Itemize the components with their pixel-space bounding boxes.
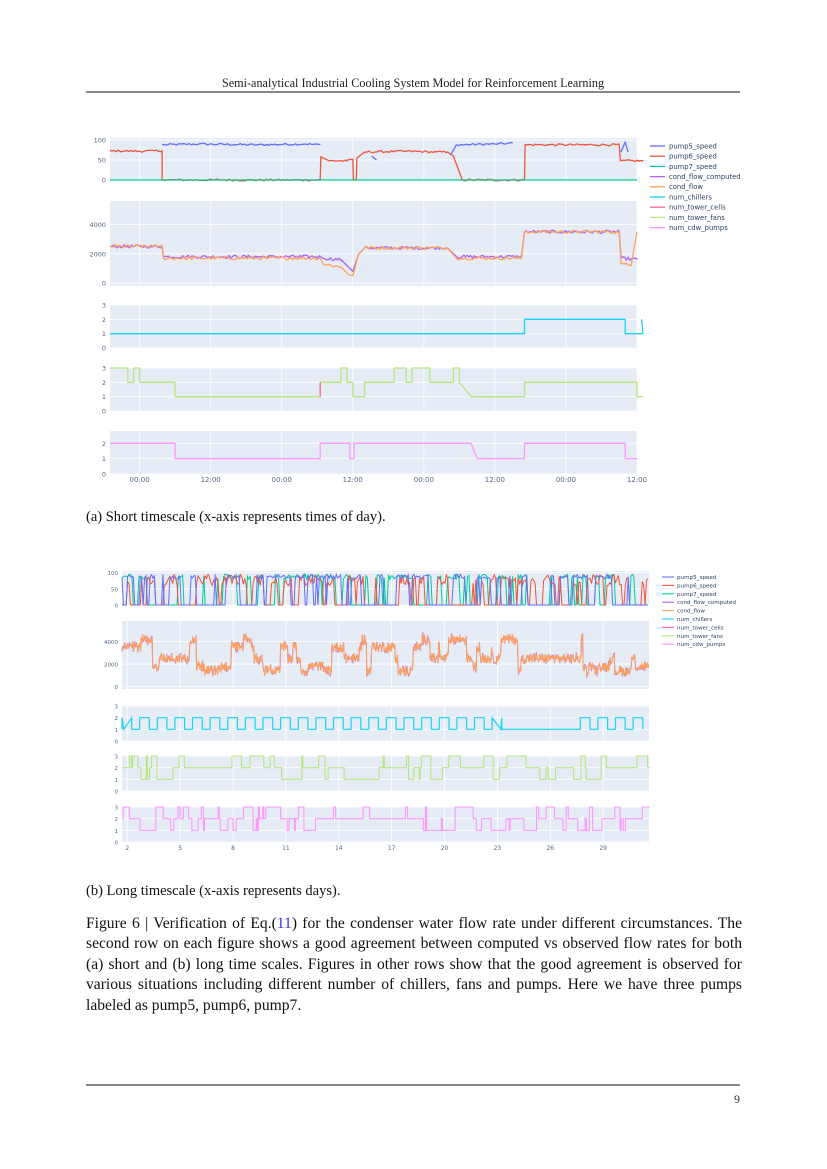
y-tick-label: 3 bbox=[114, 704, 118, 711]
y-tick-label: 0 bbox=[101, 344, 106, 353]
legend-item-cond_flow[interactable]: cond_flow bbox=[677, 608, 705, 615]
y-tick-label: 2 bbox=[114, 817, 118, 824]
x-tick-label: 00:00 bbox=[413, 476, 434, 484]
legend-item-num_chillers[interactable]: num_chillers bbox=[677, 617, 713, 623]
footer-rule bbox=[86, 1084, 740, 1086]
x-tick-label: 8 bbox=[231, 845, 235, 852]
caption-body: ) for the condenser water flow rate under different circumstances. The second row on each figure shows a good agreement between computed vs observed flow rates for both (a) short and (b) long time scales. Figures in other rows show that the good agreement is observed for various situations including different number of chillers, fans and pumps. Here we have three pumps labeled as pump5, pump6, pump7. bbox=[86, 915, 742, 1014]
legend-item-cond_flow[interactable]: cond_flow bbox=[669, 183, 703, 192]
y-tick-label: 50 bbox=[97, 156, 106, 165]
legend-item-num_chillers[interactable]: num_chillers bbox=[669, 193, 712, 202]
page-number: 9 bbox=[734, 1092, 740, 1106]
y-tick-label: 0 bbox=[101, 176, 106, 185]
y-tick-label: 0 bbox=[101, 407, 106, 416]
legend-item-pump6_speed[interactable]: pump6_speed bbox=[677, 583, 717, 590]
x-tick-label: 14 bbox=[334, 845, 343, 852]
legend-item-num_tower_cells[interactable]: num_tower_cells bbox=[677, 625, 724, 632]
y-tick-label: 2 bbox=[101, 439, 106, 448]
x-tick-label: 11 bbox=[282, 845, 290, 852]
y-tick-label: 100 bbox=[93, 136, 106, 145]
y-tick-label: 2 bbox=[114, 766, 118, 773]
x-tick-label: 23 bbox=[493, 845, 502, 852]
y-tick-label: 0 bbox=[114, 739, 118, 746]
y-tick-label: 1 bbox=[101, 330, 106, 339]
running-header: Semi-analytical Industrial Cooling System Model for Reinforcement Learning bbox=[221, 76, 605, 90]
y-tick-label: 1 bbox=[114, 828, 118, 835]
y-tick-label: 2 bbox=[101, 315, 106, 324]
caption-prefix: Figure 6 | Verification of Eq.( bbox=[86, 915, 277, 932]
x-tick-label: 12:00 bbox=[342, 476, 363, 484]
legend-item-pump7_speed[interactable]: pump7_speed bbox=[669, 162, 717, 171]
y-tick-label: 2 bbox=[114, 716, 118, 723]
y-tick-label: 3 bbox=[101, 364, 106, 373]
y-tick-label: 0 bbox=[101, 279, 106, 288]
legend-item-num_cdw_pumps[interactable]: num_cdw_pumps bbox=[677, 642, 726, 649]
y-tick-label: 0 bbox=[114, 840, 118, 847]
legend-item-cond_flow_computed[interactable]: cond_flow_computed bbox=[677, 600, 736, 607]
x-tick-label: 12:00 bbox=[626, 476, 648, 484]
legend-item-pump7_speed[interactable]: pump7_speed bbox=[677, 591, 717, 598]
x-tick-label: 5 bbox=[178, 845, 183, 852]
legend-item-pump5_speed[interactable]: pump5_speed bbox=[669, 142, 717, 151]
y-tick-label: 1 bbox=[114, 777, 118, 784]
y-tick-label: 2 bbox=[101, 378, 106, 387]
legend-item-num_tower_cells[interactable]: num_tower_cells bbox=[669, 203, 726, 212]
x-tick-label: 12:00 bbox=[200, 476, 221, 484]
x-tick-label: 2 bbox=[125, 845, 130, 852]
legend-item-num_tower_fans[interactable]: num_tower_fans bbox=[677, 633, 723, 640]
legend-item-pump6_speed[interactable]: pump6_speed bbox=[669, 152, 717, 161]
equation-link[interactable]: 11 bbox=[276, 915, 292, 932]
x-tick-label: 00:00 bbox=[271, 476, 292, 484]
y-tick-label: 1 bbox=[101, 393, 106, 402]
plot-area bbox=[122, 706, 649, 741]
y-tick-label: 0 bbox=[114, 685, 118, 692]
x-tick-label: 00:00 bbox=[129, 476, 150, 484]
y-tick-label: 0 bbox=[114, 789, 118, 796]
y-tick-label: 0 bbox=[101, 470, 106, 479]
x-tick-label: 17 bbox=[387, 845, 396, 852]
legend-item-num_tower_fans[interactable]: num_tower_fans bbox=[669, 213, 725, 222]
y-tick-label: 3 bbox=[101, 301, 106, 310]
x-tick-label: 29 bbox=[599, 845, 607, 852]
legend-item-cond_flow_computed[interactable]: cond_flow_computed bbox=[669, 173, 741, 181]
figure-b-caption: (b) Long timescale (x-axis represents days). bbox=[86, 883, 341, 899]
y-tick-label: 4000 bbox=[104, 639, 118, 646]
figure-caption bbox=[86, 914, 742, 1016]
y-tick-label: 3 bbox=[114, 754, 118, 761]
y-tick-label: 0 bbox=[114, 603, 118, 610]
x-tick-label: 00:00 bbox=[555, 476, 577, 484]
y-tick-label: 2000 bbox=[104, 662, 118, 669]
y-tick-label: 2000 bbox=[89, 250, 106, 259]
legend-item-num_cdw_pumps[interactable]: num_cdw_pumps bbox=[669, 224, 728, 232]
y-tick-label: 3 bbox=[114, 805, 118, 812]
x-tick-label: 26 bbox=[546, 845, 555, 852]
plot-area bbox=[122, 756, 649, 791]
y-tick-label: 4000 bbox=[89, 220, 106, 229]
y-tick-label: 1 bbox=[101, 455, 106, 464]
figure-a-caption: (a) Short timescale (x-axis represents times of day). bbox=[86, 509, 386, 525]
legend-item-pump5_speed[interactable]: pump5_speed bbox=[677, 575, 717, 581]
x-tick-label: 20 bbox=[440, 845, 449, 852]
x-tick-label: 12:00 bbox=[484, 476, 505, 484]
y-tick-label: 100 bbox=[107, 571, 118, 578]
y-tick-label: 50 bbox=[111, 587, 118, 594]
y-tick-label: 1 bbox=[114, 727, 118, 734]
